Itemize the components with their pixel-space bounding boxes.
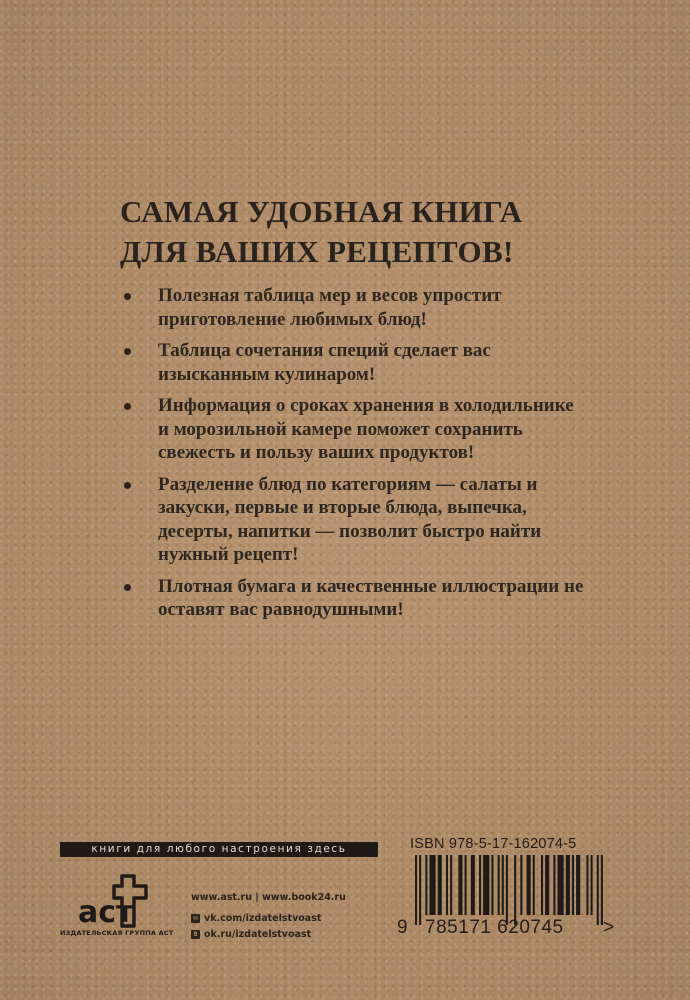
headline (120, 192, 600, 272)
ok-icon: 8 (191, 930, 200, 939)
barcode-arrow: > (603, 917, 615, 938)
isbn-label: ISBN 978-5-17-162074-5 (410, 836, 577, 852)
tagline-bar: книги для любого настроения здесь (60, 842, 378, 857)
feature-item: Плотная бумага и качественные иллюстрации не оставят вас равнодушными! (118, 575, 588, 622)
ast-logo-icon (76, 872, 156, 930)
vk-link-text: vk.com/izdatelstvoast (204, 912, 322, 924)
barcode-lead-digit: 9 (397, 917, 408, 938)
feature-item: Информация о сроках хранения в холодильнике и морозильной камере поможет сохранить свежесть и пользу ваших продуктов! (118, 394, 588, 465)
bullet-dot-icon (124, 403, 131, 410)
vk-icon: ✉ (192, 914, 199, 922)
bullet-dot-icon (124, 482, 131, 489)
feature-item: Полезная таблица мер и весов упростит приготовление любимых блюд! (118, 284, 588, 331)
feature-item: Разделение блюд по категориям — салаты и закуски, первые и вторые блюда, выпечка, десерты, напитки — позволит быстро найти нужный рецепт! (118, 473, 588, 567)
ok-link[interactable] (191, 926, 321, 942)
headline-line-2: ДЛЯ ВАШИХ РЕЦЕПТОВ! (120, 234, 514, 269)
feature-item: Таблица сочетания специй сделает вас изысканным кулинаром! (118, 339, 588, 386)
barcode-digits: 785171 620745 (425, 917, 564, 938)
bullet-dot-icon (124, 293, 131, 300)
social-links (191, 910, 321, 942)
barcode-icon (415, 855, 605, 925)
logo-text: аст (78, 895, 134, 930)
publisher-caption: ИЗДАТЕЛЬСКАЯ ГРУППА АСТ (60, 929, 174, 937)
vk-link[interactable] (191, 910, 321, 926)
publisher-logo (60, 872, 180, 942)
headline-line-1: САМАЯ УДОБНАЯ КНИГА (120, 194, 523, 229)
feature-list (118, 284, 588, 630)
bullet-dot-icon (124, 584, 131, 591)
ok-link-text: ok.ru/izdatelstvoast (204, 928, 312, 940)
publisher-websites[interactable]: www.ast.ru | www.book24.ru (191, 892, 346, 903)
bullet-dot-icon (124, 348, 131, 355)
barcode-block (397, 855, 617, 940)
